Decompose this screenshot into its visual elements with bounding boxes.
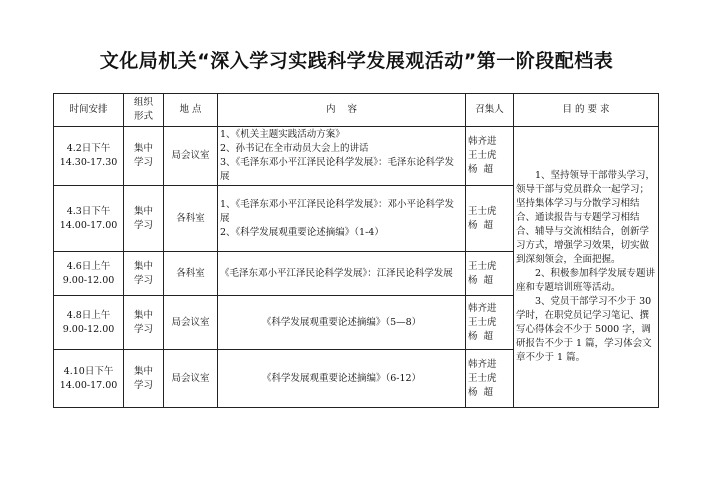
time-cell: 4.10日下午 14.00-17.00 [54, 350, 124, 408]
place-cell: 各科室 [164, 252, 218, 296]
purpose-cell [514, 127, 659, 408]
convener-cell: 王士虎 杨 超 [466, 252, 514, 296]
place-cell: 局会议室 [164, 350, 218, 408]
form-cell: 集中 学习 [124, 127, 164, 186]
form-cell: 集中 学习 [124, 252, 164, 296]
table-row [54, 127, 659, 186]
content-cell: 《科学发展观重要论述摘编》（5—8） [218, 296, 466, 350]
convener-cell: 韩齐进 王士虎 杨 超 [466, 127, 514, 186]
page-title: 文化局机关“深入学习实践科学发展观活动”第一阶段配档表 [99, 50, 614, 72]
place-cell: 局会议室 [164, 127, 218, 186]
header-form: 组织 形式 [124, 94, 164, 127]
purpose-item-3: 3、党员干部学习不少于 30 学时，在职党员记学习笔记、撰写心得体会不少于 5000 字，调研报告不少于 1 篇，学习体会文章不少于 1 篇。 [516, 296, 652, 363]
header-convener: 召集人 [466, 94, 514, 127]
place-cell: 各科室 [164, 186, 218, 252]
content-cell: 《科学发展观重要论述摘编》（6-12） [218, 350, 466, 408]
convener-cell: 韩齐进 王士虎 杨 超 [466, 350, 514, 408]
header-content: 内 容 [218, 94, 466, 127]
time-cell: 4.2日下午 14.30-17.30 [54, 127, 124, 186]
form-cell: 集中 学习 [124, 296, 164, 350]
purpose-item-1: 1、坚持领导干部带头学习，领导干部与党员群众一起学习；坚持集体学习与分散学习相结合、通读报告与专题学习相结合、辅导与交流相结合，创新学习方式，增强学习效果，切实做到深刻领会，全面把握。 [516, 170, 656, 265]
content-cell: 1、《机关主题实践活动方案》 2、孙书记在全市动员大会上的讲话 3、《毛泽东邓小平江泽民论科学发展》：毛泽东论科学发展 [218, 127, 466, 186]
time-cell: 4.6日上午 9.00-12.00 [54, 252, 124, 296]
table-header-row [54, 94, 659, 127]
schedule-table [53, 93, 659, 408]
header-purpose: 目 的 要 求 [514, 94, 659, 127]
header-time: 时间安排 [54, 94, 124, 127]
convener-cell: 韩齐进 王士虎 杨 超 [466, 296, 514, 350]
content-cell: 《毛泽东邓小平江泽民论科学发展》：江泽民论科学发展 [218, 252, 466, 296]
purpose-item-2: 2、积极参加科学发展专题讲座和专题培训班等活动。 [516, 268, 656, 293]
form-cell: 集中 学习 [124, 350, 164, 408]
content-cell: 1、《毛泽东邓小平江泽民论科学发展》：邓小平论科学发展 2、《科学发展观重要论述摘编》（1-4） [218, 186, 466, 252]
time-cell: 4.3日下午 14.00-17.00 [54, 186, 124, 252]
header-place: 地 点 [164, 94, 218, 127]
convener-cell: 王士虎 杨 超 [466, 186, 514, 252]
form-cell: 集中 学习 [124, 186, 164, 252]
place-cell: 局会议室 [164, 296, 218, 350]
time-cell: 4.8日上午 9.00-12.00 [54, 296, 124, 350]
